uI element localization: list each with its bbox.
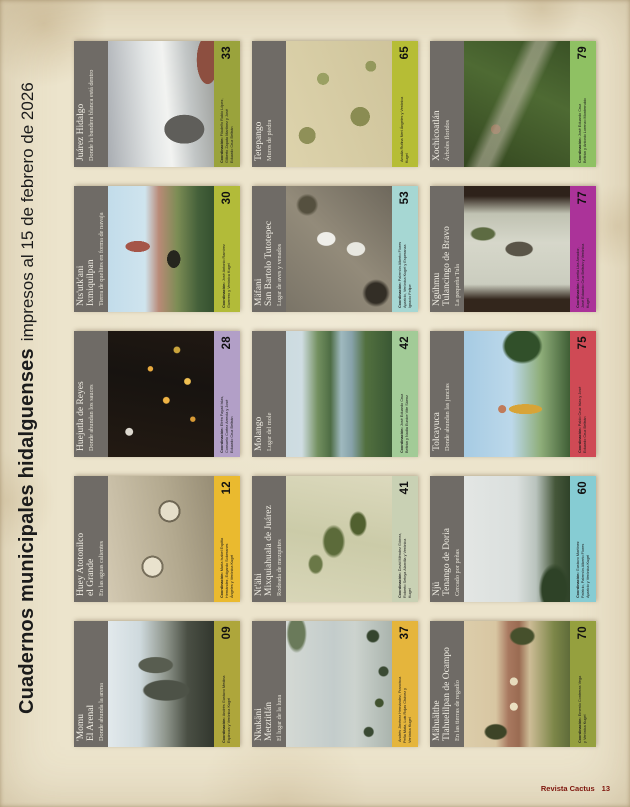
cover-title-line2: Tenango de Doria (441, 528, 452, 596)
cover-title: Xochicoatlán (432, 110, 442, 161)
cover-title-line2: San Bartolo Tutotepec (263, 221, 274, 306)
cover-image (108, 186, 214, 312)
cover-credits (576, 530, 591, 598)
cover-image (286, 621, 392, 747)
cover-image (286, 476, 392, 602)
book-cover (74, 186, 240, 312)
cover-band (570, 186, 596, 312)
cover-title-block (252, 476, 286, 602)
cover-band (392, 476, 418, 602)
page-title (16, 34, 39, 714)
cover-number: 77 (577, 191, 589, 205)
cover-number: 53 (399, 191, 411, 205)
cover-image (108, 331, 214, 457)
cover-title-block (430, 331, 464, 457)
cover-image (286, 41, 392, 167)
book-cover (430, 476, 596, 602)
cover-title: Nt'ähi (254, 573, 264, 596)
cover-title-line2: Mixquiahuala de Juárez (263, 505, 274, 596)
cover-number: 28 (221, 336, 233, 350)
cover-band (392, 621, 418, 747)
cover-subtitle: Cercado por peñas (454, 549, 462, 596)
cover-title: Tetepango (254, 121, 264, 161)
cover-number: 79 (577, 46, 589, 60)
credits-names: Andrés Gustavo Medina Espinoza y Verónica Kugel (222, 675, 231, 743)
cover-subtitle: En las aguas calientes (98, 540, 106, 596)
cover-credits (578, 95, 588, 163)
cover-subtitle: Árboles floridos (444, 119, 452, 161)
cover-number: 60 (577, 481, 589, 495)
cover-image (286, 331, 392, 457)
cover-subtitle: Rodeada de mezquites (276, 539, 284, 596)
credits-prefix: Coordinación: (397, 572, 402, 598)
book-cover (74, 476, 240, 602)
cover-title-block (74, 41, 108, 167)
credits-prefix: Coordinación: (219, 137, 224, 163)
cover-title-block (252, 331, 286, 457)
credits-prefix: Coordinación: (578, 427, 582, 453)
cover-subtitle: Lugar de aves y venados (276, 243, 284, 306)
cover-credits (578, 675, 588, 743)
cover-title: Ngúhmu (432, 272, 442, 306)
cover-cell (252, 621, 418, 747)
cover-credits (398, 530, 413, 598)
book-cover (74, 621, 240, 747)
page-number: 13 (601, 784, 610, 793)
credits-prefix: Coordinación: (222, 282, 226, 308)
cover-cell (430, 41, 596, 167)
cover-title-block (430, 41, 464, 167)
cover-subtitle: Donde la bandera blanca está dentro (88, 69, 96, 161)
cover-number: 65 (399, 46, 411, 60)
cover-number: 30 (221, 191, 233, 205)
book-cover (430, 41, 596, 167)
cover-cell (430, 621, 596, 747)
cover-cell (74, 41, 240, 167)
cover-subtitle: Donde abundan las juncias (444, 383, 452, 451)
cover-subtitle: Tierra de quelites en forma de navaja (98, 212, 106, 306)
book-cover (252, 186, 418, 312)
credits-names: Amalia Rufina Neri Ángeles y Verónica Kugel (400, 96, 409, 163)
cover-band (214, 476, 240, 602)
cover-title-block (74, 331, 108, 457)
cover-title-line2: El Arenal (85, 704, 96, 741)
cover-band (214, 331, 240, 457)
cover-subtitle: En las tierras de regadío (454, 680, 462, 741)
credits-names: David Méndez Gómez, Roberto Setoya Alamilla y Verónica Kugel (397, 532, 412, 598)
cover-cell (252, 41, 418, 167)
cover-band (570, 41, 596, 167)
cover-cell (430, 476, 596, 602)
cover-credits (220, 95, 235, 163)
cover-subtitle: La pequeña Tula (454, 264, 462, 306)
cover-number: 12 (221, 481, 233, 495)
credits-prefix: Coordinación: (400, 427, 404, 453)
book-cover (74, 331, 240, 457)
cover-credits (222, 240, 232, 308)
cover-cell (430, 186, 596, 312)
cover-subtitle: El lugar de la luna (276, 694, 284, 741)
cover-title-block (252, 41, 286, 167)
cover-subtitle: Donde abundan los sauces (88, 384, 96, 451)
cover-title: Njü (432, 581, 442, 596)
credits-names: José Eduardo Cruz Beltrán y Nadia Eunice Vite Sáenz (400, 393, 409, 453)
page-title-rest: impresos al 15 de febrero de 2026 (18, 82, 37, 342)
cover-band (570, 621, 596, 747)
credits-names: Filadelfo Rubio López, Gilberto Zapata Martínez y José Eduardo Cruz Beltrán (219, 98, 234, 163)
cover-band (214, 186, 240, 312)
covers-grid (74, 41, 596, 747)
credits-prefix: Coordinación: (578, 717, 582, 743)
credits-prefix: Coordinación: (397, 282, 402, 308)
cover-image (286, 186, 392, 312)
credits-prefix: Coordinación: (575, 282, 580, 308)
credits-names: José Antonio Ramírez Guerrero y Verónica Kugel (222, 244, 231, 308)
cover-title-block (252, 621, 286, 747)
cover-credits (578, 385, 588, 453)
cover-image (464, 476, 570, 602)
cover-credits (222, 675, 232, 743)
book-cover (430, 331, 596, 457)
cover-title: 'Momu (76, 713, 86, 741)
cover-cell (74, 331, 240, 457)
credits-names: Palemón Alberto Flores Aparicio, Verónica Kugel y Esperanza Ignacio Felipe (397, 241, 412, 308)
cover-title-block (252, 186, 286, 312)
cover-title: Nts'utk'ani (76, 265, 86, 306)
cover-credits (398, 675, 413, 743)
credits-names: Lorelia Lira Amador, José Eduardo Cruz Beltrán y Verónica Kugel (575, 243, 590, 308)
cover-title-line2: Ixmiquilpan (85, 259, 96, 306)
cover-title-block (430, 186, 464, 312)
book-cover (252, 621, 418, 747)
cover-image (464, 621, 570, 747)
cover-credits (398, 240, 413, 308)
cover-title-line2: Tulancingo de Bravo (441, 226, 452, 306)
cover-band (214, 41, 240, 167)
cover-image (464, 186, 570, 312)
book-cover (252, 41, 418, 167)
cover-title: Huey Atotonilco (76, 532, 86, 596)
cover-cell (74, 186, 240, 312)
credits-prefix: Coordinación: (219, 572, 224, 598)
credits-names: Andrés Jiménez Hernández, Francisca Peña Mata, Luis Rojas Chávez y Verónica Kugel (397, 676, 412, 743)
cover-number: 09 (221, 626, 233, 640)
cover-credits (400, 95, 410, 163)
cover-cell (252, 331, 418, 457)
cover-title: Huejutla de Reyes (76, 381, 86, 451)
cover-image (464, 41, 570, 167)
page-title-bold: Cuadernos municipales hidalguenses (16, 348, 38, 714)
cover-number: 70 (577, 626, 589, 640)
credits-names: Pablo Cruz Islas y José Eduardo Cruz Beltrán (578, 386, 587, 453)
cover-number: 41 (399, 481, 411, 495)
cover-band (570, 331, 596, 457)
cover-band (570, 476, 596, 602)
cover-credits (220, 385, 235, 453)
cover-cell (252, 186, 418, 312)
credits-prefix: Coordinación: (575, 572, 580, 598)
cover-band (214, 621, 240, 747)
cover-title-line2: Metztitlán (263, 701, 274, 741)
credits-prefix: Coordinación: (219, 427, 224, 453)
cover-cell (74, 621, 240, 747)
credits-names: María Isabel Espitia Hernández, Edgardo Soberanes Ángeles y Verónica Kugel (219, 537, 234, 598)
cover-image (108, 621, 214, 747)
cover-subtitle: Muros de piedra (266, 119, 274, 161)
credits-prefix: Coordinación: (578, 137, 582, 163)
cover-cell (430, 331, 596, 457)
cover-title: Juárez Hidalgo (76, 103, 86, 161)
book-cover (74, 41, 240, 167)
cover-number: 33 (221, 46, 233, 60)
magazine-name: Revista Cactus (540, 784, 595, 793)
cover-title-block (74, 186, 108, 312)
cover-band (392, 41, 418, 167)
cover-title-block (74, 621, 108, 747)
cover-title: Tolcayuca (432, 412, 442, 451)
cover-title-line2: Tlahuelilpan de Ocampo (441, 647, 452, 741)
book-cover (252, 476, 418, 602)
cover-title-block (430, 621, 464, 747)
cover-credits (400, 385, 410, 453)
cover-band (392, 186, 418, 312)
cover-band (392, 331, 418, 457)
credits-prefix: Coordinación: (222, 717, 226, 743)
cover-title: Mäfani (254, 278, 264, 306)
cover-credits (576, 240, 591, 308)
cover-title-line2: el Grande (85, 558, 96, 596)
cover-number: 37 (399, 626, 411, 640)
page-footer (541, 784, 610, 793)
cover-title-block (430, 476, 464, 602)
cover-number: 42 (399, 336, 411, 350)
cover-image (464, 331, 570, 457)
credits-names: Ernesto Contreras Vega y Verónica Kugel (578, 675, 587, 743)
cover-image (108, 476, 214, 602)
cover-title: Nkukäni (254, 708, 264, 741)
cover-subtitle: Lugar del mole (266, 412, 274, 451)
cover-image (108, 41, 214, 167)
cover-title: Mähuälthe (432, 700, 442, 741)
cover-cell (252, 476, 418, 602)
cover-subtitle: Donde abunda la arena (98, 683, 106, 741)
credits-names: José Eduardo Cruz Beltrán y Antonio Lorenzo Monterrubio (578, 98, 587, 163)
cover-credits (220, 530, 235, 598)
cover-title-block (74, 476, 108, 602)
book-cover (430, 186, 596, 312)
credits-names: Efrén Fayad Islas, Consuelo Cortez Arreola y José Eduardo Cruz Beltrán (219, 395, 234, 453)
cover-title: Molango (254, 416, 264, 451)
cover-cell (74, 476, 240, 602)
book-cover (252, 331, 418, 457)
credits-names: Gustavo Martínez Patricio, Palemón Alberto Flores Aparicio y Verónica Kugel (575, 541, 590, 598)
cover-number: 75 (577, 336, 589, 350)
book-cover (430, 621, 596, 747)
